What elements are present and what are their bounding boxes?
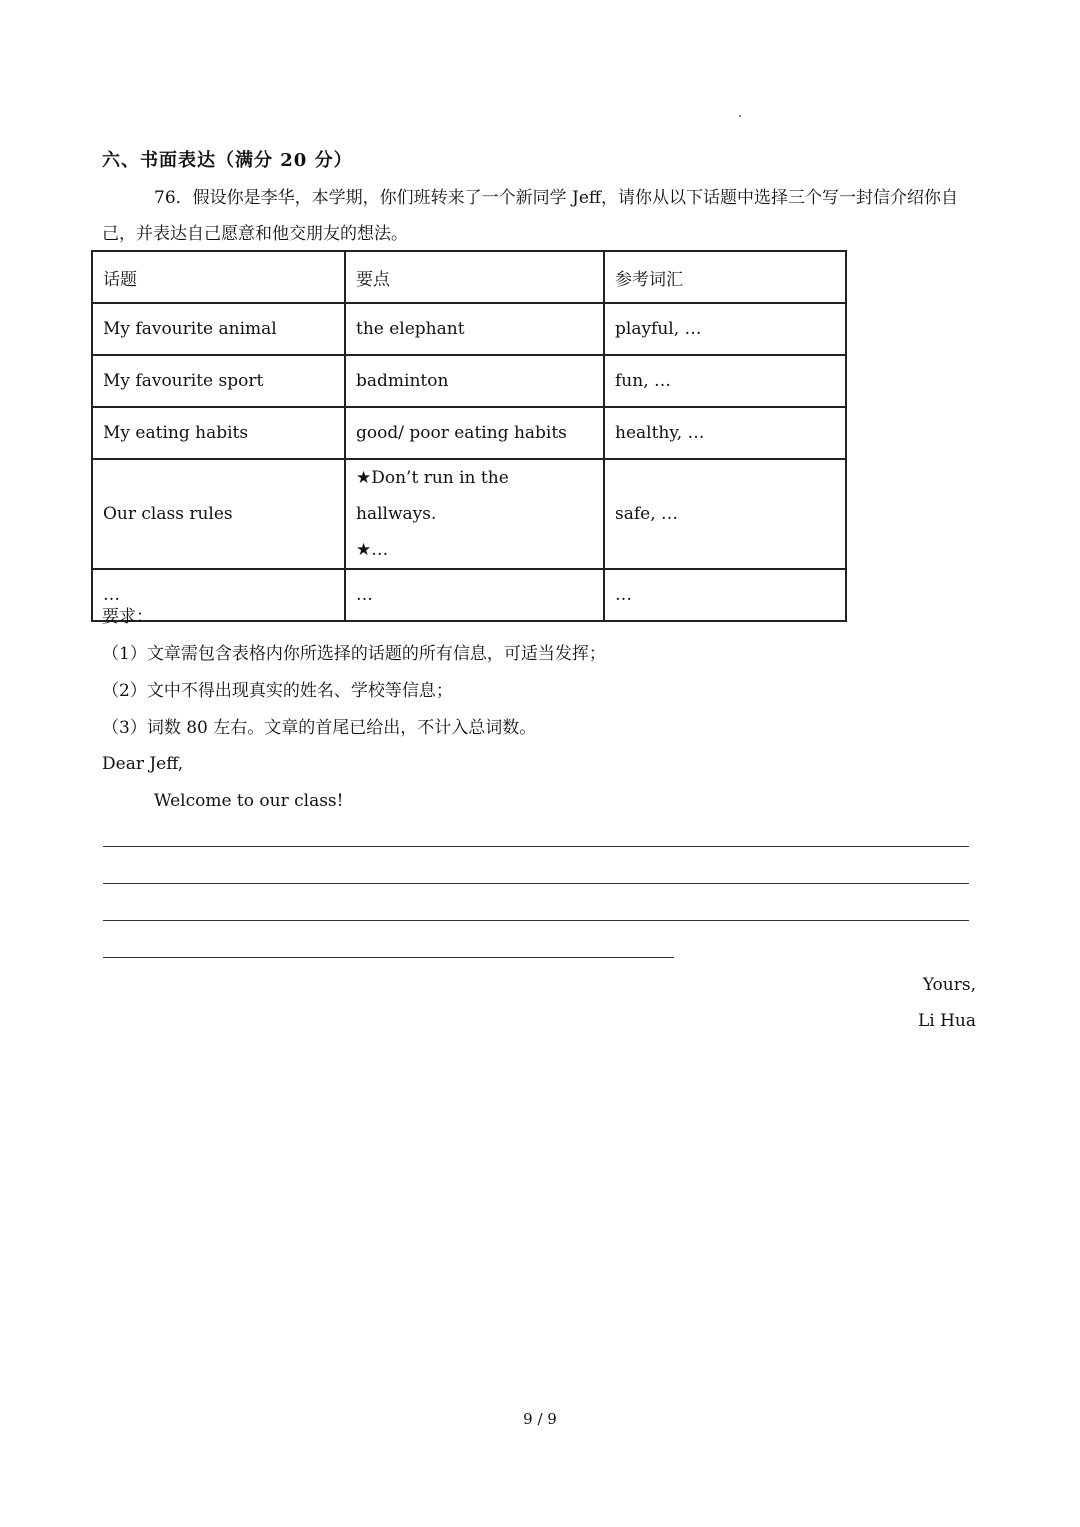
section-title: 六、书面表达（满分 20 分） bbox=[102, 150, 353, 171]
points-cell: badminton bbox=[345, 355, 604, 407]
vocabulary-cell: fun, … bbox=[604, 355, 846, 407]
topic-cell: My favourite sport bbox=[92, 355, 345, 407]
header-vocabulary: 参考词汇 bbox=[604, 251, 846, 303]
letter-greeting: Dear Jeff, bbox=[102, 754, 184, 774]
requirements-title: 要求： bbox=[102, 607, 153, 627]
table-row bbox=[92, 459, 846, 569]
question-prompt: 76．假设你是李华，本学期，你们班转来了一个新同学 Jeff，请你从以下话题中选择三个写一封信介绍你自己，并表达自己愿意和他交朋友的想法。 bbox=[102, 188, 958, 244]
points-cell: good/ poor eating habits bbox=[345, 407, 604, 459]
table-row bbox=[92, 407, 846, 459]
topic-cell: Our class rules bbox=[92, 459, 345, 569]
vocabulary-cell: … bbox=[604, 569, 846, 621]
requirement-item: （3）词数 80 左右。文章的首尾已给出，不计入总词数。 bbox=[102, 718, 537, 738]
class-rule-item: ★Don’t run in the hallways. bbox=[356, 468, 509, 524]
answer-line[interactable] bbox=[103, 846, 969, 847]
header-points: 要点 bbox=[345, 251, 604, 303]
requirements bbox=[102, 599, 606, 747]
points-cell: the elephant bbox=[345, 303, 604, 355]
letter-opening: Welcome to our class! bbox=[154, 791, 344, 811]
requirement-item: （1）文章需包含表格内你所选择的话题的所有信息，可适当发挥； bbox=[102, 644, 606, 664]
class-rule-item: ★… bbox=[356, 540, 389, 560]
vocabulary-cell: healthy, … bbox=[604, 407, 846, 459]
vocabulary-cell: playful, … bbox=[604, 303, 846, 355]
header-topic: 话题 bbox=[92, 251, 345, 303]
letter-signature: Li Hua bbox=[917, 1011, 976, 1031]
topic-cell: My favourite animal bbox=[92, 303, 345, 355]
topic-cell: … bbox=[92, 569, 345, 621]
letter-closing: Yours, bbox=[922, 975, 976, 995]
answer-line[interactable] bbox=[103, 957, 674, 958]
points-cell: … bbox=[345, 569, 604, 621]
vocabulary-cell: safe, … bbox=[604, 459, 846, 569]
page-number: 9 / 9 bbox=[523, 1410, 557, 1428]
table-header-row bbox=[92, 251, 846, 303]
scan-speck bbox=[739, 115, 741, 117]
answer-line[interactable] bbox=[103, 883, 969, 884]
points-cell bbox=[345, 459, 604, 569]
topic-cell: My eating habits bbox=[92, 407, 345, 459]
requirement-item: （2）文中不得出现真实的姓名、学校等信息； bbox=[102, 681, 453, 701]
topics-table bbox=[91, 250, 847, 622]
answer-line[interactable] bbox=[103, 920, 969, 921]
table-row bbox=[92, 303, 846, 355]
table-row bbox=[92, 355, 846, 407]
